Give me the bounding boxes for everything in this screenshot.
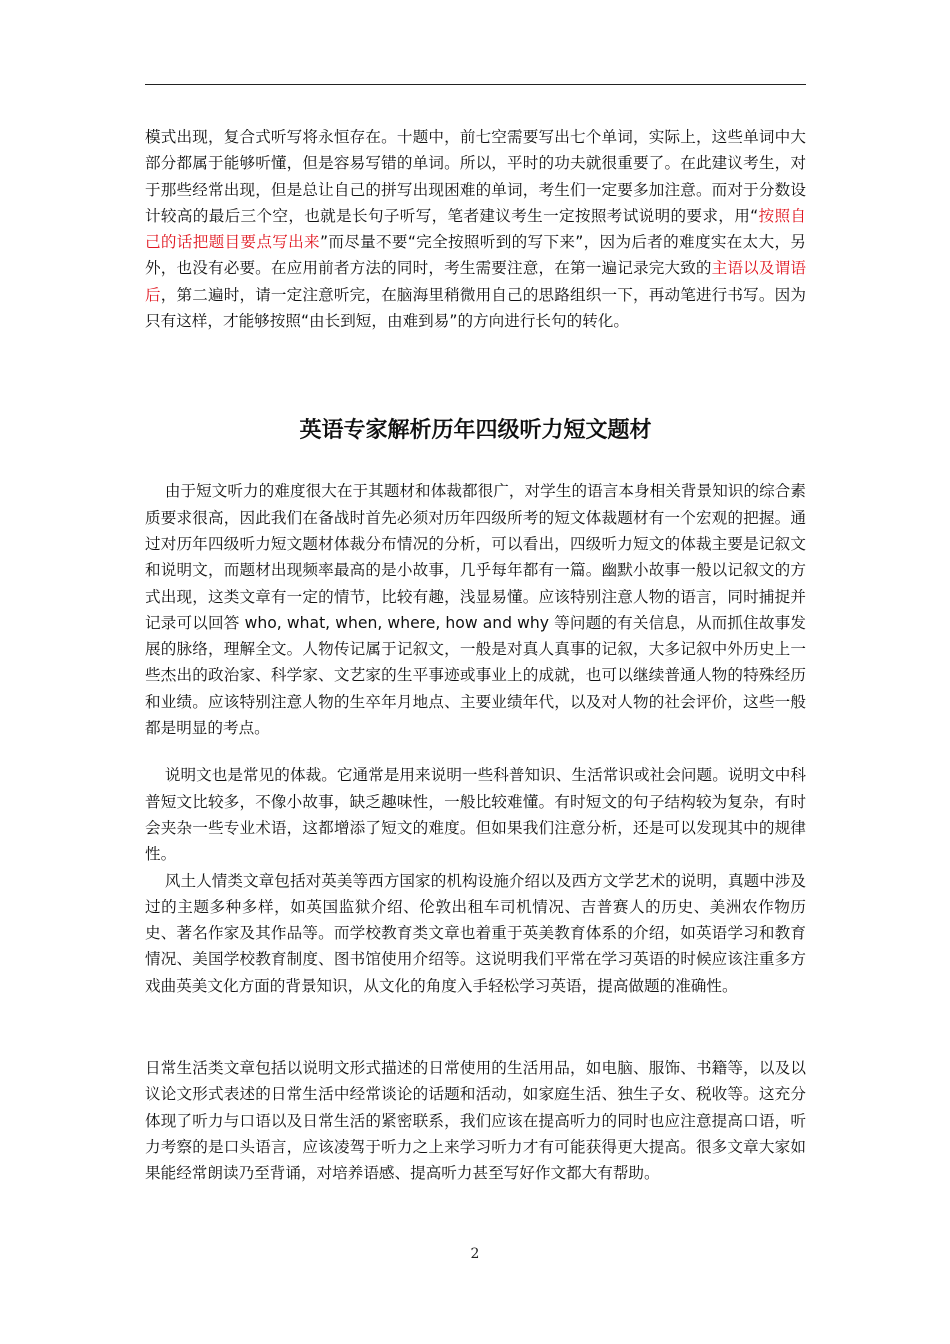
header-rule xyxy=(145,84,806,85)
intro-highlight-2: 主语以及谓语后 xyxy=(145,259,806,304)
intro-paragraph xyxy=(145,124,806,334)
paragraph-expository: 说明文也是常见的体裁。它通常是用来说明一些科普知识、生活常识或社会问题。说明文中科普短文比较多，不像小故事，缺乏趣味性，一般比较难懂。有时短文的句子结构较为复杂，有时会夹杂一些专业术语，这都增添了短文的难度。但如果我们注意分析，还是可以发现其中的规律性。 xyxy=(145,766,806,864)
section-title: 英语专家解析历年四级听力短文题材 xyxy=(299,418,652,444)
paragraph-genres: 由于短文听力的难度很大在于其题材和体裁都很广，对学生的语言本身相关背景知识的综合素质要求很高，因此我们在备战时首先必须对历年四级所考的短文体裁题材有一个宏观的把握。通过对历年四级听力短文题材体裁分布情况的分析，可以看出，四级听力短文的体裁主要是记叙文和说明文，而题材出现频率最高的是小故事，几乎每年都有一篇。幽默小故事一般以记叙文的方式出现，这类文章有一定的情节，比较有趣，浅显易懂。应该特别注意人物的语言，同时捕捉并记录可以回答 who, what, when, where, how and why 等问题的有关信息，从而抓住故事发展的脉络，理解全文。人物传记属于记叙文，一般是对真人真事的记叙，大多记叙中外历史上一些杰出的政治家、科学家、文艺家的生平事迹或事业上的成就，也可以继续普通人物的特殊经历和业绩。应该特别注意人物的生卒年月地点、主要业绩年代，以及对人物的社会评价，这些一般都是明显的考点。 xyxy=(145,482,806,738)
paragraph-customs: 风土人情类文章包括对英美等西方国家的机构设施介绍以及西方文学艺术的说明，真题中涉及过的主题多种多样，如英国监狱介绍、伦敦出租车司机情况、吉普赛人的历史、美洲农作物历史、著名作家及其作品等。而学校教育类文章也着重于英美教育体系的介绍，如英语学习和教育情况、美国学校教育制度、图书馆使用介绍等。这说明我们平常在学习英语的时候应该注重多方戏曲英美文化方面的背景知识，从文化的角度入手轻松学习英语，提高做题的准确性。 xyxy=(145,871,806,995)
paragraph-daily-life: 日常生活类文章包括以说明文形式描述的日常使用的生活用品，如电脑、服饰、书籍等，以及以议论文形式表述的日常生活中经常谈论的话题和活动，如家庭生活、独生子女、税收等。这充分体现了听力与口语以及日常生活的紧密联系，我们应该在提高听力的同时也应注意提高口语，听力考察的是口头语言，应该凌驾于听力之上来学习听力才有可能获得更大提高。很多文章大家如果能经常朗读乃至背诵，对培养语感、提高听力甚至写好作文都大有帮助。 xyxy=(145,1059,806,1183)
page-number: 2 xyxy=(470,1246,480,1262)
intro-text-1: 模式出现，复合式听写将永恒存在。十题中，前七空需要写出七个单词，实际上，这些单词中大部分都属于能够听懂，但是容易写错的单词。所以，平时的功夫就很重要了。在此建议考生，对于那些经常出现，但是总让自己的拼写出现困难的单词，考生们一定要多加注意。而对于分数设计较高的最后三个空，也就是长句子听写，笔者建议考生一定按照考试说明的要求，用“ xyxy=(145,128,806,225)
intro-text-3: ，第二遍时，请一定注意听完，在脑海里稍微用自己的思路组织一下，再动笔进行书写。因为只有这样，才能够按照“由长到短，由难到易”的方向进行长句的转化。 xyxy=(145,285,806,331)
intro-text-2: ”而尽量不要“完全按照听到的写下来”，因为后者的难度实在太大，另外，也没有必要。在应用前者方法的同时，考生需要注意，在第一遍记录完大致的 xyxy=(145,233,806,278)
page-content xyxy=(145,124,806,1187)
intro-highlight-1: 按照自己的话把题目要点写出来 xyxy=(145,206,806,252)
